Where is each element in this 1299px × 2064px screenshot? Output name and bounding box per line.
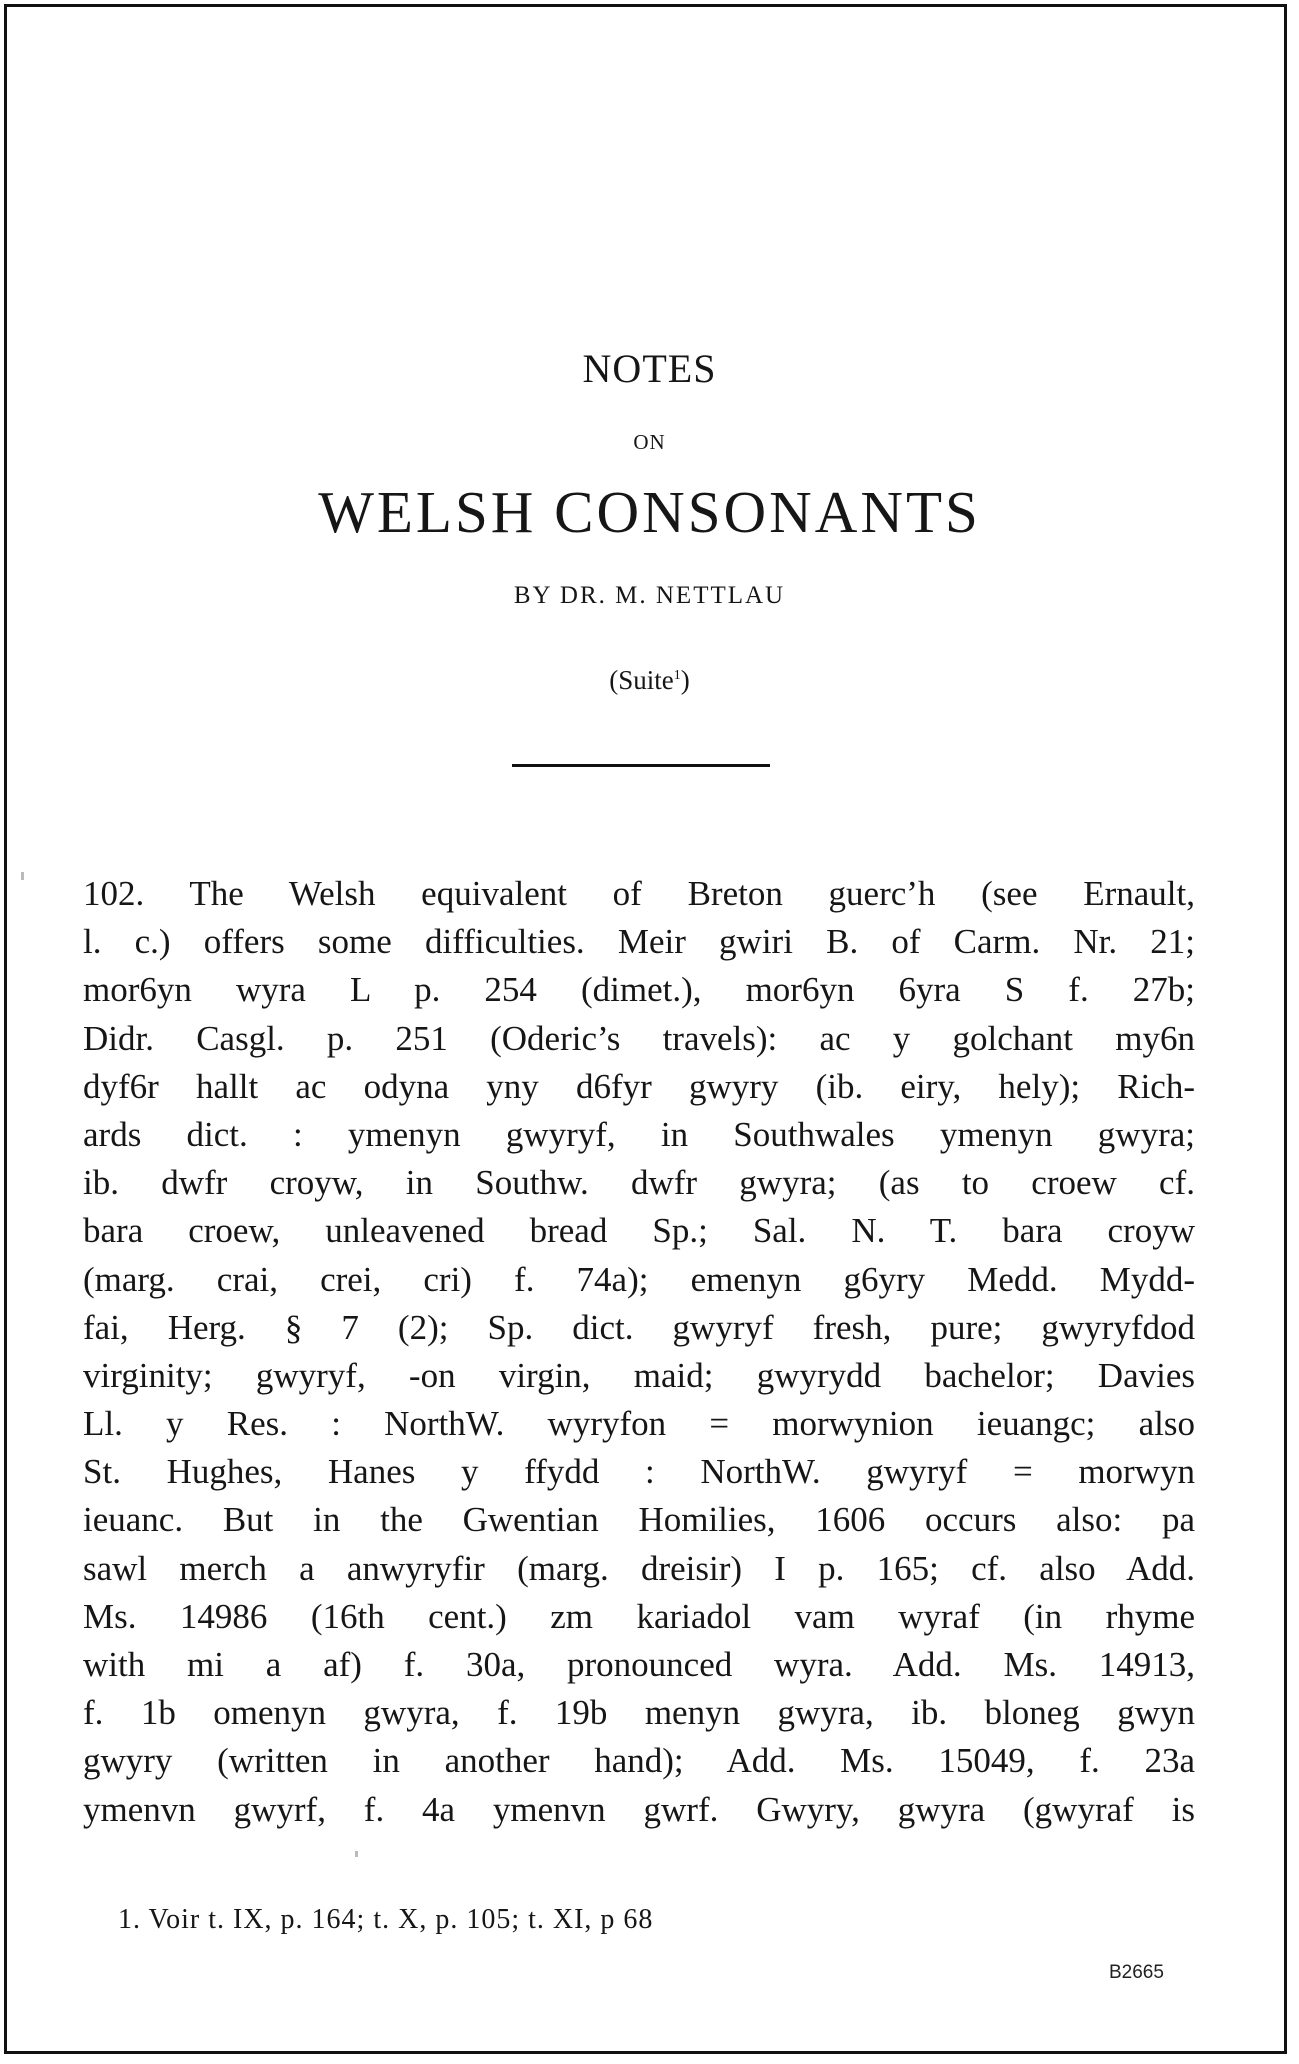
- text-line: l. c.) offers some difficulties. Meir gwiri B. of Carm. Nr. 21;: [83, 922, 1195, 962]
- text-line: f. 1b omenyn gwyra, f. 19b menyn gwyra, ib. bloneg gwyn: [83, 1693, 1195, 1733]
- text-line: 102. The Welsh equivalent of Breton guerc’h (see Ernault,: [83, 874, 1195, 913]
- scan-speck: [21, 872, 24, 880]
- text-line: ymenvn gwyrf, f. 4a ymenvn gwrf. Gwyry, gwyra (gwyraf is: [83, 1789, 1195, 1829]
- footnote-ref: 1: [673, 668, 681, 683]
- text-line: gwyry (written in another hand); Add. Ms. 15049, f. 23a: [83, 1741, 1195, 1781]
- suite-close: ): [680, 665, 690, 695]
- text-line: (marg. crai, crei, cri) f. 74a); emenyn g6yry Medd. Mydd-: [83, 1259, 1195, 1299]
- text-line: Ll. y Res. : NorthW. wyryfon = morwynion ieuangc; also: [83, 1404, 1195, 1444]
- text-line: with mi a af) f. 30a, pronounced wyra. Add. Ms. 14913,: [83, 1645, 1195, 1684]
- text-line: ards dict. : ymenyn gwyryf, in Southwales ymenyn gwyra;: [83, 1114, 1195, 1154]
- suite-note: [0, 665, 1299, 696]
- text-line: mor6yn wyra L p. 254 (dimet.), mor6yn 6yra S f. 27b;: [83, 970, 1195, 1010]
- text-line: Didr. Casgl. p. 251 (Oderic’s travels): ac y golchant my6n: [83, 1018, 1195, 1058]
- text-line: fai, Herg. § 7 (2); Sp. dict. gwyryf fresh, pure; gwyryfdod: [83, 1307, 1195, 1347]
- text-line: dyf6r hallt ac odyna yny d6fyr gwyry (ib. eiry, hely); Rich-: [83, 1066, 1195, 1106]
- archive-stamp: B2665: [1109, 1962, 1164, 1983]
- page-title: WELSH CONSONANTS: [318, 479, 981, 545]
- byline: BY DR. M. NETTLAU: [513, 582, 786, 609]
- text-line: bara croew, unleavened bread Sp.; Sal. N. T. bara croyw: [83, 1211, 1195, 1251]
- suite-label: (Suite: [609, 665, 674, 695]
- title-notes: NOTES: [582, 346, 717, 391]
- title-on: ON: [633, 430, 666, 454]
- text-line: St. Hughes, Hanes y ffydd : NorthW. gwyryf = morwyn: [83, 1452, 1195, 1492]
- text-line: sawl merch a anwyryfir (marg. dreisir) I p. 165; cf. also Add.: [83, 1548, 1195, 1588]
- text-line: Ms. 14986 (16th cent.) zm kariadol vam wyraf (in rhyme: [83, 1596, 1195, 1636]
- scan-speck: [355, 1851, 358, 1857]
- text-line: ib. dwfr croyw, in Southw. dwfr gwyra; (as to croew cf.: [83, 1163, 1195, 1203]
- title-divider: [512, 764, 770, 767]
- text-line: virginity; gwyryf, -on virgin, maid; gwyrydd bachelor; Davies: [83, 1355, 1195, 1395]
- text-line: ieuanc. But in the Gwentian Homilies, 1606 occurs also: pa: [83, 1500, 1195, 1540]
- body-paragraph: [83, 870, 1195, 1834]
- footnote: 1. Voir t. IX, p. 164; t. X, p. 105; t. XI, p 68: [118, 1904, 654, 1935]
